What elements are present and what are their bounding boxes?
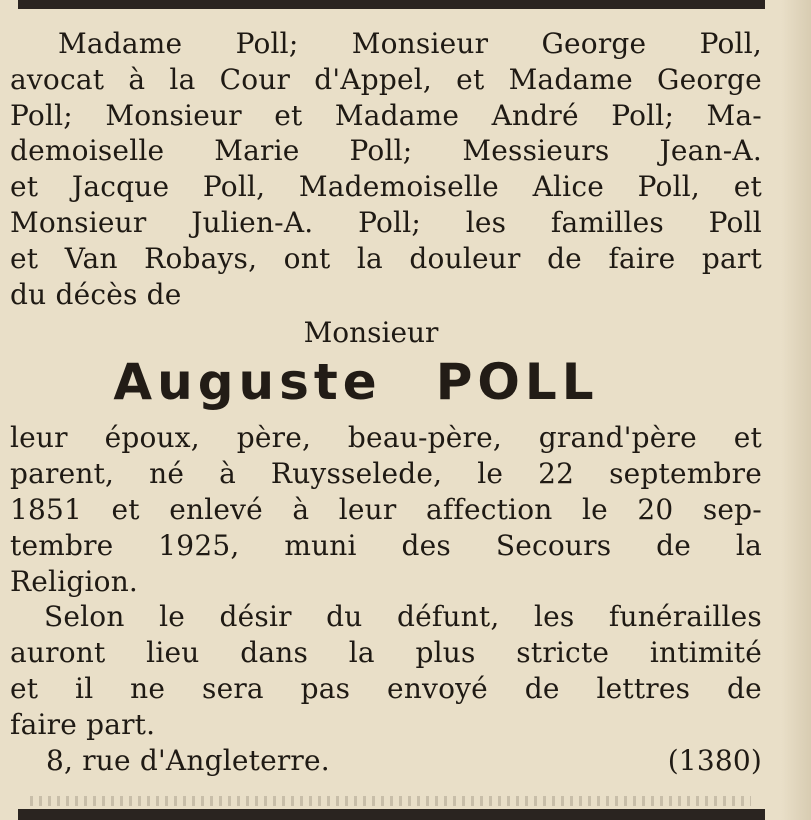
word: affection xyxy=(425,492,553,526)
word: part xyxy=(701,241,762,275)
word: Messieurs xyxy=(462,134,610,168)
word: défunt, xyxy=(396,600,500,634)
word: Ma- xyxy=(706,98,762,132)
word: la xyxy=(735,528,762,562)
word: George xyxy=(657,62,762,96)
word: Monsieur xyxy=(351,27,489,60)
word: lieu xyxy=(146,636,200,670)
word: il xyxy=(75,671,94,705)
word: Monsieur xyxy=(105,98,242,132)
word: le xyxy=(159,600,186,634)
word: Poll; xyxy=(358,205,421,239)
word: 22 xyxy=(538,457,575,491)
word: et xyxy=(111,492,140,526)
word: Mademoiselle xyxy=(298,170,499,204)
word: familles xyxy=(550,205,664,239)
word: 1925, xyxy=(158,528,240,562)
word: muni xyxy=(284,528,357,562)
word: Madame xyxy=(58,27,183,60)
word: dans xyxy=(240,636,309,670)
body-line xyxy=(10,420,762,456)
word: George xyxy=(541,27,647,60)
word: pas xyxy=(300,671,351,705)
word: sera xyxy=(202,671,264,705)
deceased-last-name: POLL xyxy=(435,353,599,412)
word: tembre xyxy=(10,528,114,562)
word: stricte xyxy=(516,636,610,670)
word: Poll, xyxy=(699,27,762,60)
word: à xyxy=(128,62,146,96)
paper-edge xyxy=(781,0,811,820)
word: 20 xyxy=(637,492,674,526)
body-line xyxy=(10,492,762,528)
word: Jean-A. xyxy=(659,134,762,168)
word: ont xyxy=(283,241,331,275)
word: à xyxy=(292,492,310,526)
word: de xyxy=(524,671,560,705)
death-notice xyxy=(10,26,762,778)
body-last-line: Religion. xyxy=(10,564,139,598)
word: né xyxy=(149,457,185,491)
bottom-rule xyxy=(18,809,765,820)
word: sep- xyxy=(702,492,762,526)
intro-line xyxy=(10,169,762,205)
funeral-line xyxy=(10,635,762,671)
intro-line xyxy=(10,205,762,241)
word: enlevé xyxy=(169,492,263,526)
word: Poll, xyxy=(202,170,266,204)
word: Monsieur xyxy=(10,205,147,239)
word: Poll, xyxy=(637,170,701,204)
word: et xyxy=(456,62,485,96)
word: grand'père xyxy=(538,421,697,455)
word: Poll; xyxy=(349,134,413,168)
intro-line xyxy=(10,133,762,169)
word: Madame xyxy=(508,62,633,96)
word: et xyxy=(10,241,39,275)
funeral-line xyxy=(10,671,762,707)
intro-line xyxy=(10,98,762,134)
deceased-title: Monsieur xyxy=(303,316,439,350)
word: le xyxy=(581,492,608,526)
word: intimité xyxy=(649,636,762,670)
word: de xyxy=(547,241,582,275)
intro-line xyxy=(10,62,762,98)
word: Jacque xyxy=(71,170,170,204)
word: douleur xyxy=(409,241,521,275)
word: de xyxy=(656,528,692,562)
word: Poll; xyxy=(10,98,73,132)
reference-number: (1380) xyxy=(667,743,762,777)
word: la xyxy=(356,241,383,275)
word: avocat xyxy=(10,62,105,96)
word: et xyxy=(10,170,39,204)
word: leur xyxy=(338,492,397,526)
word: Julien-A. xyxy=(191,205,314,239)
word: les xyxy=(465,205,507,239)
word: ne xyxy=(130,671,166,705)
word: de xyxy=(727,671,762,705)
body-line xyxy=(10,456,762,492)
word: père, xyxy=(236,421,312,455)
word: Van xyxy=(64,241,118,275)
word: 1851 xyxy=(10,492,83,526)
word: parent, xyxy=(10,457,115,491)
intro-line xyxy=(10,26,762,62)
word: septembre xyxy=(609,457,762,491)
word: la xyxy=(348,636,375,670)
word: désir xyxy=(219,600,292,634)
top-rule xyxy=(18,0,765,9)
word: lettres xyxy=(596,671,691,705)
word: les xyxy=(533,600,575,634)
word: Poll xyxy=(708,205,762,239)
word: plus xyxy=(415,636,476,670)
word: et xyxy=(10,671,39,705)
word: Alice xyxy=(532,170,604,204)
word: des xyxy=(401,528,451,562)
word: le xyxy=(477,457,504,491)
word: leur xyxy=(10,421,68,455)
deceased-name xyxy=(10,354,762,420)
word: Poll; xyxy=(611,98,675,132)
word: et xyxy=(733,421,762,455)
print-smudge xyxy=(30,796,751,806)
word: Marie xyxy=(214,134,300,168)
word: envoyé xyxy=(387,671,488,705)
body-line xyxy=(10,528,762,564)
word: Selon xyxy=(44,600,125,634)
word: la xyxy=(169,62,196,96)
word: époux, xyxy=(104,421,200,455)
word: Poll; xyxy=(235,27,299,60)
word: Secours xyxy=(495,528,612,562)
intro-line xyxy=(10,241,762,277)
word: funérailles xyxy=(608,600,762,634)
word: d'Appel, xyxy=(314,62,433,96)
address: 8, rue d'Angleterre. xyxy=(46,743,330,777)
word: à xyxy=(219,457,236,491)
word: beau-père, xyxy=(347,421,502,455)
word: Robays, xyxy=(144,241,258,275)
word: auront xyxy=(10,636,106,670)
intro-last-line: du décès de xyxy=(10,277,182,311)
deceased-first-name: Auguste xyxy=(113,353,382,412)
funeral-last-line: faire part. xyxy=(10,707,156,741)
word: faire xyxy=(608,241,676,275)
word: et xyxy=(274,98,303,132)
word: demoiselle xyxy=(10,134,165,168)
word: Cour xyxy=(219,62,291,96)
word: Ruysselede, xyxy=(270,457,443,491)
word: du xyxy=(326,600,363,634)
word: Madame xyxy=(334,98,460,132)
word: André xyxy=(491,98,579,132)
funeral-line xyxy=(10,599,762,635)
footer-line xyxy=(10,743,762,779)
word: et xyxy=(733,170,762,204)
